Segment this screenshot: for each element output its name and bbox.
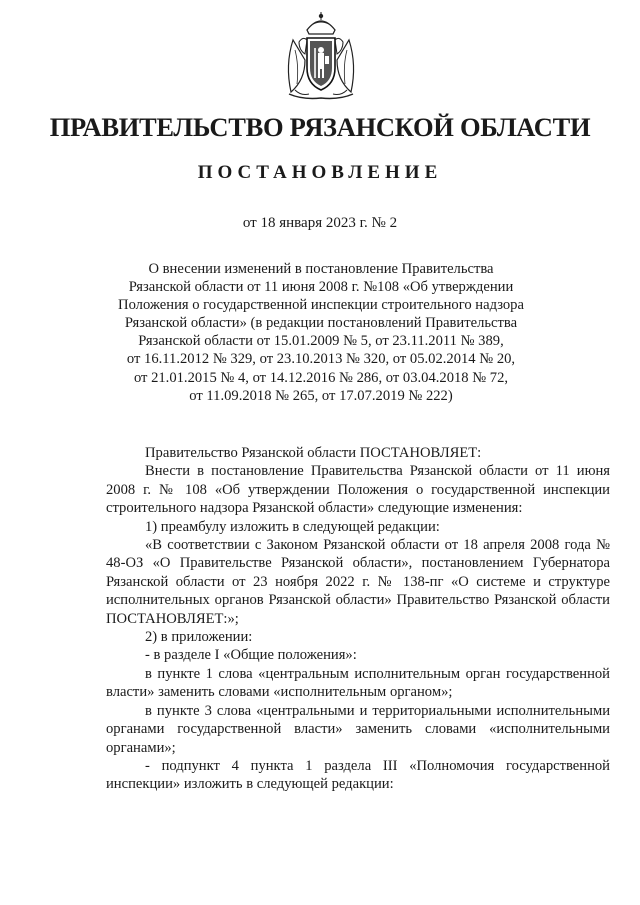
subject-line: от 21.01.2015 № 4, от 14.12.2016 № 286, от 03.04.2018 № 72, bbox=[133, 369, 509, 386]
body-paragraph: - в разделе I «Общие положения»: bbox=[145, 647, 357, 664]
subject-line: Рязанской области от 15.01.2009 № 5, от 23.11.2011 № 389, bbox=[138, 333, 504, 350]
coat-of-arms-icon bbox=[283, 10, 359, 102]
body-paragraph: в пункте 3 слова «центральными и территориальными исполнительными органами государственной власти» заменить словами «исполнительными органами»; bbox=[106, 702, 610, 756]
document-date-number: от 18 января 2023 г. № 2 bbox=[242, 215, 398, 231]
government-title: ПРАВИТЕЛЬСТВО РЯЗАНСКОЙ ОБЛАСТИ bbox=[49, 112, 591, 142]
body-paragraph: 2) в приложении: bbox=[145, 629, 253, 646]
subject-line: Рязанской области от 11 июня 2008 г. №108 «Об утверждении bbox=[128, 279, 514, 296]
document-type: ПОСТАНОВЛЕНИЕ bbox=[197, 162, 443, 183]
subject-line: от 16.11.2012 № 329, от 23.10.2013 № 320, от 05.02.2014 № 20, bbox=[126, 351, 516, 368]
body-paragraph: - подпункт 4 пункта 1 раздела III «Полномочия государственной инспекции» изложить в следующей редакции: bbox=[106, 757, 610, 793]
subject-line: от 11.09.2018 № 265, от 17.07.2019 № 222) bbox=[189, 387, 453, 404]
body-paragraph: 1) преамбулу изложить в следующей редакции: bbox=[145, 518, 440, 535]
body-paragraph: Внести в постановление Правительства Рязанской области от 11 июня 2008 г. № 108 «Об утверждении Положения о государственной инспекции строительного надзора Рязанской области» следующие изменения: bbox=[106, 463, 610, 517]
body-paragraph: Правительство Рязанской области ПОСТАНОВЛЯЕТ: bbox=[145, 445, 482, 461]
document-body bbox=[106, 444, 610, 794]
body-paragraph: в пункте 1 слова «центральным исполнительным орган государственной власти» заменить словами «исполнительным органом»; bbox=[106, 665, 610, 701]
body-paragraph: «В соответствии с Законом Рязанской области от 18 апреля 2008 года № 48-ОЗ «О Правительстве Рязанской области», постановлением Губернатора Рязанской области от 23 ноября 2022 г. № 138-пг «О системе и структуре исполнительных органов Рязанской области» Правительство Рязанской области ПОСТАНОВЛЯЕТ:»; bbox=[106, 537, 610, 627]
subject-line: О внесении изменений в постановление Правительства bbox=[148, 261, 494, 277]
subject-line: Положения о государственной инспекции строительного надзора bbox=[118, 297, 524, 314]
subject-line: Рязанской области» (в редакции постановлений Правительства bbox=[124, 315, 518, 332]
document-subject bbox=[100, 260, 542, 405]
